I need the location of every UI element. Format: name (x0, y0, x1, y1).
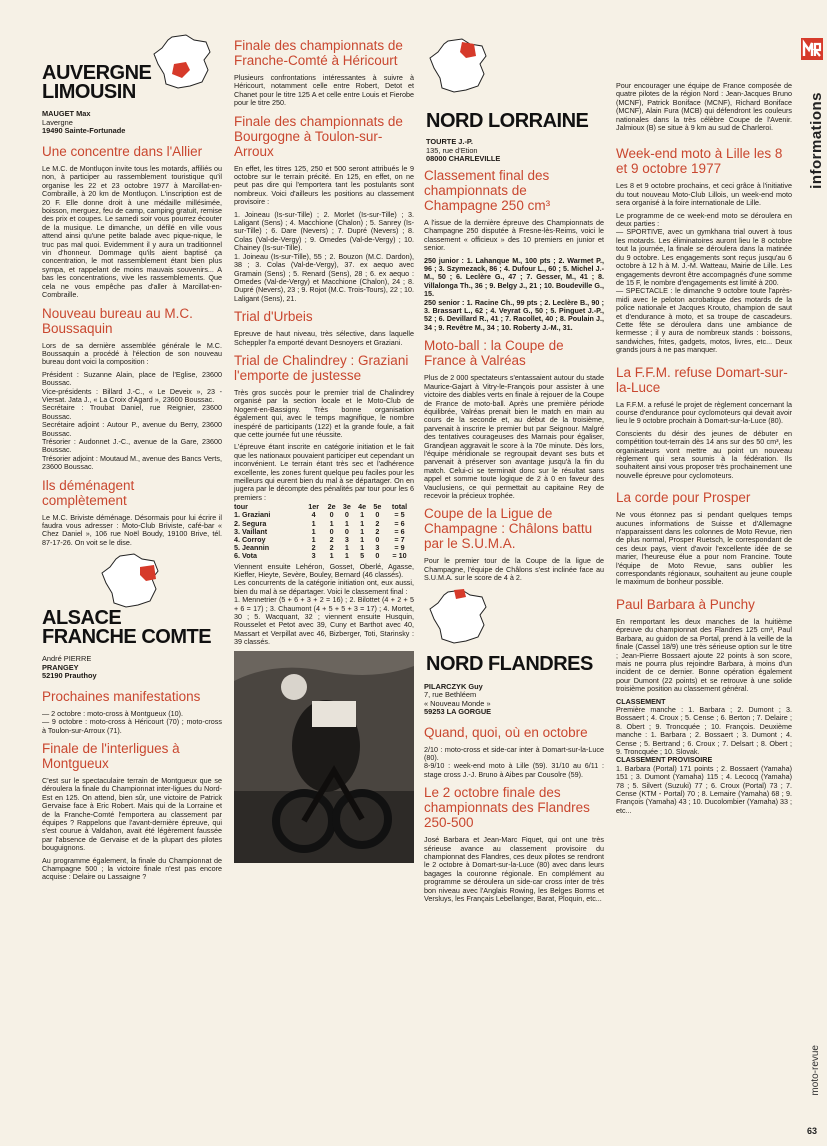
article-body: 250 senior : 1. Racine Ch., 99 pts ; 2. Leclère B., 90 ; 3. Brassart L., 62 ; 4. Veyrat G., 50 ; 5. Pinguet J.-P., 52 ; 6. Devillard R., 41 ; 7. Racollet, 40 ; 8. Poulain J., 34 ; 9. Revêtre M., 34 ; 10. Roberty J.-M., 31. (424, 297, 604, 332)
trial-rider-photo (234, 651, 414, 863)
list-item: — 9 octobre : moto-cross à Héricourt (70) ; moto-cross à Toulon-sur-Arroux (71). (42, 717, 222, 735)
magazine-name: moto-revue (810, 1045, 821, 1096)
article-title: La F.F.M. refuse Domart-sur-la-Luce (616, 364, 788, 395)
article-body: 1. Joineau (Is-sur-Tille), 55 ; 2. Bouzon (M.C. Dardon), 38 ; 3. Colas (Val-de-Vergy), 37. ex aequo avec Gramain (Sens) ; 5. Renard (Sens), 28 ; 6. ex aequo : Omedes (Val-de-Vergy) et Macchione (Chalon), 24 ; 8. Dupré (Nevers), 23 ; 9. Rojot (M.C. Trois-Tours), 22 ; 10. Laligant (Sens), 21. (234, 251, 414, 303)
page-number: 63 (806, 1126, 817, 1136)
article-title: Coupe de la Ligue de Champagne : Châlons battu par le S.U.M.A. (424, 506, 593, 552)
article-body: Les 8 et 9 octobre prochains, et ceci grâce à l'initiative du tout nouveau Moto-Club Lillois, un week-end moto sera organisé à la foire internationale de Lille. (616, 181, 792, 208)
article-title: Finale des championnats de Bourgogne à Toulon-sur-Arroux (234, 113, 403, 159)
article-body: 1. Barbara (Portal) 171 points ; 2. Bossaert (Yamaha) 151 ; 3. Dumont (Yamaha) 115 ; 4. Lecocq (Yamaha) 78 ; 5. Silvert (Suzuki) 77 ; 6. Croux (Portal) 73 ; 7. Cense (KTM - Portal) 70 ; 8. Lemaire (Yamaha) 68 ; 9. François (Yamaha) 43 ; 10. Ducolombier (Yamaha) 33 ; etc... (616, 763, 792, 815)
table-row: 2. Segura 1 1 1 1 2 = 6 (234, 518, 405, 528)
article-body: Epreuve de haut niveau, très sélective, dans laquelle Scheppler l'a emporté devant Desnoyers et Graziani. (234, 329, 414, 347)
section-label: informations (808, 92, 825, 189)
article-body: Le M.C. de Montluçon invite tous les motards, affiliés ou non, à participer au rassemblement touristique qu'il organise les 22 et 23 octobre 1977 à Marcillat-en-Combraille, à 20 km de Montluçon. L'inscription est de 20 F. Elle donne droit à une médaille millésimée, boisson, merguez, feu de camp, camping gratuit, remise des prix et coupes. Le samedi soir vous pourrez écouter de la musique. Le dimanche, un défilé en ville vous attend ainsi qu'une petite balade avec pique-nique, le truc pas mal quoi. Evidemment il y aura un traditionnel vin d'honneur. Dommage qu'ils aient baptisé ça concentration, le mot rassemblement étant bien plus sympa, et rappelant de moins mauvais souvenirs... A bas les concentrations, vive les rassemblements. Que cela ne vous empêche pas d'aller à Marcillat-en-Combraille. (42, 164, 222, 300)
article-body: En effet, les titres 125, 250 et 500 seront attribués le 9 octobre sur le terrain précité. En 125, en effet, on ne peut pas dire qui l'emportera tant les postulants sont nombreux. Voici d'ailleurs les positions au classement provisoire : (234, 163, 414, 207)
france-map-icon (428, 38, 494, 94)
article-title: Finale des championnats de Franche-Comté à Héricourt (234, 38, 403, 68)
article-body: 1. Joineau (Is-sur-Tille) ; 2. Morlet (Is-sur-Tille) ; 3. Laligant (Sens) ; 4. Macchione (Chalon) ; 5. Sanrey (Is-sur-Tille) ; 6. Dare (Nevers) ; 7. Dupré (Nevers) ; 8. Colas (Val-de-Vergy) ; 9. Omedes (Val-de-Vergy) ; 10. Chainey (Is-sur-Tille). (234, 209, 414, 253)
article-body: Le programme de ce week-end moto se déroulera en deux parties : (616, 210, 792, 229)
list-item: Vice-présidents : Billard J.-C., « Le Deveix », 23 - Viersat. Jata J., « La Croix d'Agard », 23600 Boussac. (42, 386, 222, 404)
article-body: 2/10 : moto-cross et side-car inter à Domart-sur-la-Luce (80). (424, 744, 604, 762)
article-title: Ils déménagent complètement (42, 477, 135, 508)
article-title: La corde pour Prosper (616, 490, 751, 506)
correspondent-contact: PILARCZYK Guy 7, rue Bethléem « Nouveau Monde » 59253 LA GORGUE (424, 681, 492, 717)
article-body: — SPECTACLE : le dimanche 9 octobre toute l'après-midi avec le peloton acrobatique des motards de la police nationale et Jacques Krouto, champion de saut et d'endurance à moto, et sa troupe de cascadeurs. Cette fête se déroulera dans une ambiance de kermesse ; il y aura de nombreux stands : boissons, sandwiches, frites, gadgets, motos, livres, etc... Deux grands jours à ne pas manquer. (616, 286, 792, 355)
correspondent-contact: MAUGET Max Lavergne 19490 Sainte-Fortunade (42, 109, 126, 135)
correspondent-contact: André PIERRE PRANGEY 52190 Prauthoy (42, 654, 97, 681)
region-heading: AUVERGNE LIMOUSIN (42, 62, 152, 103)
brand-logo-icon (801, 38, 823, 60)
table-row: 1. Graziani 4 0 0 1 0 = 5 (234, 510, 405, 520)
article-title: Prochaines manifestations (42, 688, 201, 704)
article-body: Plusieurs confrontations intéressantes à suivre à Héricourt, notamment celle entre Robert, Detot et Chanet pour le titre 125 A et celle entre Louis et Fierobe pour le titre 250. (234, 73, 414, 108)
results-table (234, 503, 414, 560)
article-body: Lors de sa dernière assemblée générale le M.C. Boussaquin a procédé à l'élection de son nouveau bureau dont voici la composition : (42, 340, 222, 367)
article-title: Quand, quoi, où en octobre (424, 724, 588, 740)
article-title: Classement final des championnats de Champagne 250 cm³ (424, 168, 551, 213)
article-title: Trial de Chalindrey : Graziani l'emporte de justesse (234, 352, 409, 383)
article-body: Les concurrents de la catégorie initiation ont, eux aussi, bien du mal à se départager. Voici le classement final : (234, 578, 414, 596)
column-4 (616, 0, 792, 819)
france-map-icon (152, 34, 218, 90)
article-title: Paul Barbara à Punchy (616, 596, 755, 612)
article-title: Nouveau bureau au M.C. Boussaquin (42, 305, 193, 336)
article-body: Conscients du désir des jeunes de débuter en compétition tout-terrain dès 14 ans sur des 50 cm³, les organisateurs vont mettre au point un nouveau règlement qui sera soumis à la fédération. Ils souhaitent ainsi vous proposer très prochainement une nouvelle épreuve pour cyclomoteurs. (616, 428, 792, 480)
article-body: 250 junior : 1. Lahanque M., 100 pts ; 2. Warmet P., 96 ; 3. Szymezack, 86 ; 4. Dufour L., 60 ; 5. Michel J.-M., 50 ; 6. Leclère G., 47 ; 7. Gesser, M., 41 ; 8. Villalonga Th., 36 ; 9. Belgy J., 21 ; 10. Boudeville G., 15. (424, 255, 604, 299)
article-body: La F.F.M. a refusé le projet de règlement concernant la course d'endurance pour cyclomoteurs qui devait avoir lieu le 9 octobre prochain à Domart-sur-la-Luce (80). (616, 399, 792, 426)
article-body: Plus de 2 000 spectateurs s'entassaient autour du stade Maurice-Gajart à Vitry-le-François pour assister à une victoire des diables verts en finale à rejouer de la Coupe de France de moto-ball. Après une première période équilibrée, Valréas prenait bien le match en main au cours de la seconde et, au début de la troisième, parvenait à inscrire le premier but par Seignour. Malgré des tentatives courageuses des Marnais pour égaliser, Grandjean aggravait le score à la 70e minute. Dès lors, l'équipe méridionale se regroupait devant ses buts et parvenait à préserver son avantage jusqu'à la fin du match. Celui-ci se terminait donc sur le résultat sans appel et somme toute logique de 2 à 0 en faveur des Vauclusiens, ce qui permettait au capitaine Rey de recevoir la précieux trophée. (424, 373, 604, 500)
column-1 (42, 0, 222, 886)
article-body: A l'issue de la dernière épreuve des Championnats de Champagne 250 disputée à Fresne-lès-Reims, voici le classement « officieux » des 10 premiers en junior et senior. (424, 218, 604, 253)
list-item: Président : Suzanne Alain, place de l'Eglise, 23600 Boussac. (42, 369, 222, 388)
article-body: Au programme également, la finale du Championnat de Champagne 500 ; la victoire finale n'est pas encore acquise : Delaire ou Lassaigne ? (42, 855, 222, 882)
article-body: Viennent ensuite Lehéron, Gosset, Oberlé, Agasse, Kieffer, Hieyte, Sevère, Bouley, Bernard (46 classés). (234, 561, 414, 580)
article-body: 8-9/10 : week-end moto à Lille (59). 31/10 au 6/11 : stage cross J.-J. Bruno à Aibes par Cousolre (59). (424, 761, 604, 779)
section-subtitle: CLASSEMENT PROVISOIRE (616, 755, 713, 765)
correspondent-contact: TOURTE J.-P. 135, rue d'Etion 08000 CHARLEVILLE (426, 137, 501, 163)
article-body: Première manche : 1. Barbara ; 2. Dumont ; 3. Bossaert ; 4. Croux ; 5. Cense ; 6. Berton ; 7. Delaire ; 8. Obert ; 9. Troncquée ; 10. François. Deuxième manche : 1. Barbara ; 2. Bossaert ; 3. Dumont ; 4. Cense ; 5. Bertrand ; 6. Croux ; 7. Delsart ; 8. Obert ; 9. Troncquée ; 10. Slovak. (616, 704, 792, 756)
article-body: Le M.C. Briviste déménage. Désormais pour lui écrire il faudra vous adresser : Moto-Club Briviste, café-bar « Chez Daniel », 106 rue Noël Boudy, 19100 Brive, tél. 87-17-26. On voit se le dise. (42, 512, 222, 547)
list-item: Trésorier : Audonnet J.-C., avenue de la Gare, 23600 Boussac. (42, 436, 222, 455)
france-map-icon (428, 589, 494, 645)
article-title: Une concentre dans l'Allier (42, 144, 203, 159)
article-body: En remportant les deux manches de la huitième épreuve du championnat des Flandres 125 cm³, Paul Barbara, au guidon de sa Portal, prend à la veille de la finale (Cassel 18/9) une très sérieuse option sur le titre ; Jean-Pierre Bossaert ajoute 22 points à son score, mais ne pourra plus rejoindre Barbara, à moins d'un incident de ce dernier. Bonne opération également pour Dumont (22 points) et se retrouve à une solide troisième position au classement général. (616, 616, 792, 694)
article-body: José Barbara et Jean-Marc Fiquet, qui ont une très sérieuse avance au classement provisoire du championnat des Flandres, ces deux pilotes se rendront le 2 octobre à Domart-sur-la-Luce (80) avec dans leurs bagages la couronne régionale. En complément au programme se déroulera un side-car cross inter de très bon niveau avec l'Anglais Rowing, les Belges Borms et Versluys, les Français Lebellanger, Barat, Ploquin, etc... (424, 835, 604, 904)
list-item: Secrétaire : Troubat Daniel, rue Reignier, 23600 Boussac. (42, 403, 222, 421)
column-2 (234, 0, 414, 869)
region-heading: NORD FLANDRES (426, 652, 593, 675)
table-row: 5. Jeannin 2 2 1 1 3 = 9 (234, 543, 405, 553)
table-row: 3. Vaillant 1 0 0 1 2 = 6 (234, 526, 405, 536)
table-header-row: tour 1er 2e 3e 4e 5e total (234, 502, 408, 512)
article-title: Moto-ball : la Coupe de France à Valréas (424, 338, 564, 369)
france-map-icon (100, 553, 166, 609)
list-item: — 2 octobre : moto-cross à Montgueux (10). (42, 708, 184, 718)
table-row: 6. Vota 3 1 1 5 0 = 10 (234, 551, 407, 561)
list-item: Trésorier adjoint : Moutaud M., avenue des Bancs Verts, 23600 Boussac. (42, 453, 222, 472)
article-title: Week-end moto à Lille les 8 et 9 octobre 1977 (616, 146, 783, 177)
article-title: Trial d'Urbeis (234, 309, 313, 325)
article-body: 1. Mennetrier (5 + 6 + 3 + 2 = 16) ; 2. Bilottet (4 + 2 + 5 + 6 = 17) ; 3. Chaumont (4 + 5 + 5 + 3 = 17) ; 4. Mortet, 30 ; 5. Wacquant, 32 ; viennent ensuite Husquin, Rousselet et Petot avec 39, Cuny et Barthot avec 40, Massart et Verpillat avec 46, Bizberger, Toti, Starinsky : 39 classés. (234, 595, 414, 647)
section-subtitle: CLASSEMENT (616, 696, 666, 706)
article-body: Très gros succès pour le premier trial de Chalindrey organisé par la section locale et le Moto-Club de Nogent-en-Bassigny. Très bonne organisation également qui, avec le temps magnifique, le nombre inespéré de participants (122) et la grande foule, a fait que cette journée fut une réussite. (234, 387, 414, 439)
region-heading: NORD LORRAINE (426, 110, 589, 132)
column-3 (424, 0, 604, 907)
article-body: — SPORTIVE, avec un gymkhana trial ouvert à tous les motards. Les éliminatoires auront lieu le 8 octobre tout la journée, la finale se déroulera dans la matinée du 9 octobre. Les engagements sont reçus jusqu'au 6 octobre à 12 h à M. J.-M. Watteau, Mairie de Lille. Les engagements devront être accompagnés d'une somme de 15 F, le nombre d'engagements est limité à 200. (616, 227, 792, 287)
article-body: Pour le premier tour de la Coupe de la ligue de Champagne, l'équipe de Châlons s'est inclinée face au S.U.M.A. sur le score de 4 à 2. (424, 556, 604, 583)
article-body: Ne vous étonnez pas si pendant quelques temps aucunes informations de Suisse et d'Allemagne n'apparaissent dans les colonnes de Moto Revue, rien de plus normal, Prosper Ruetsch, le correspondant de ces deux pays, vient d'avoir l'excellente idée de se marier, l'heureuse élue a pour nom Francine. Toute l'équipe de Moto Revue, sans oublier les correspondants régionaux, souhaitent au jeune couple le maximum de bonheur possible. (616, 510, 792, 587)
region-heading: ALSACE FRANCHE COMTE (42, 607, 212, 649)
article-title: Finale de l'interligues à Montgueux (42, 740, 180, 771)
article-body: C'est sur le spectaculaire terrain de Montgueux que se déroulera la finale du Championnat inter-ligues du Nord-Est en 125. On attend, bien sûr, une victoire de Patrick Gervaise face à Eric Robert. Mais qui de la Lorraine et de la Franche-Comté l'emportera au classement par équipes ? Rappelons que l'avant-dernière épreuve, qui s'est courue à Valdahon, avait été légèrement faussée par l'absence de Gervaise et de la plupart des pilotes bouguignons. (42, 775, 222, 853)
article-title: Le 2 octobre finale des championnats des Flandres 250-500 (424, 785, 590, 831)
table-row: 4. Corroy 1 2 3 1 0 = 7 (234, 535, 405, 545)
article-body: Pour encourager une équipe de France composée de quatre pilotes de la région Nord : Jean-Jacques Bruno (MCNF), Patrick Boniface (MCNF), Richard Boniface (MCNF), Alain Fura (MCB) qui défendront les couleurs nationales dans la très célèbre Coupe de l'Avenir. Jalmioux (B) se situe à 9 km au sud de Charleroi. (616, 81, 792, 133)
list-item: Secrétaire adjoint : Autour P., avenue du Berry, 23600 Boussac. (42, 420, 222, 438)
article-body: L'épreuve étant inscrite en catégorie initiation et le fait que les nationaux pouvaient participer eut cependant un inconvénient. Le terrain étant très sec et l'adhérence excellente, les zones furent quelque peu faciles pour les meilleurs qui eurent bien du mal à se départager. On en jugera par le décompte des pénalités par tour pour les 6 premiers : (234, 442, 414, 502)
